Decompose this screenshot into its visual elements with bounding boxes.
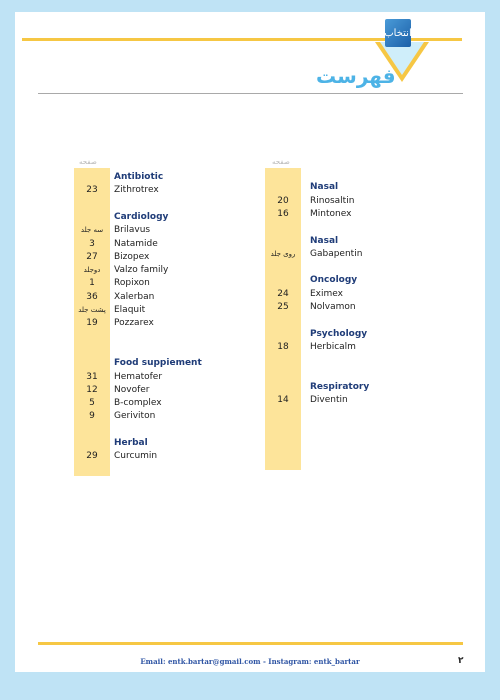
product-entry[interactable]: Brilavus <box>114 225 151 236</box>
left-column-header: صفحه <box>79 158 97 166</box>
category-heading: Respiratory <box>310 381 370 392</box>
page-reference: دوجلد <box>83 266 101 275</box>
product-entry[interactable]: Bizopex <box>114 251 150 262</box>
category-heading: Oncology <box>310 275 358 286</box>
page-reference: 16 <box>277 208 289 219</box>
product-entry[interactable]: Mintonex <box>310 208 352 219</box>
page-reference: روی جلد <box>270 249 296 258</box>
product-entry[interactable]: Pozzarex <box>114 318 154 329</box>
footer-rule <box>38 642 463 645</box>
page-reference: 25 <box>277 302 289 312</box>
page-reference: 19 <box>86 318 98 329</box>
page-reference: 27 <box>86 251 98 262</box>
page-reference: 18 <box>277 341 289 352</box>
page-reference: 20 <box>277 195 289 206</box>
product-entry[interactable]: Natamide <box>114 238 158 249</box>
product-entry[interactable]: Zithrotrex <box>114 185 159 196</box>
product-entry[interactable]: Ropixon <box>114 278 150 289</box>
category-heading: Cardiology <box>114 211 169 222</box>
title-divider <box>38 93 463 94</box>
page-reference: 3 <box>89 238 95 249</box>
product-entry[interactable]: Elaquit <box>114 305 146 315</box>
category-heading: Antibiotic <box>114 172 164 182</box>
product-entry[interactable]: Herbicalm <box>310 341 356 352</box>
page-reference: 12 <box>86 384 98 395</box>
product-entry[interactable]: Hematofer <box>114 371 163 382</box>
category-heading: Food suppiement <box>114 358 202 369</box>
product-entry[interactable]: Novofer <box>114 384 150 395</box>
category-heading: Nasal <box>310 235 339 246</box>
page-reference: 31 <box>86 371 98 382</box>
category-heading: Herbal <box>114 438 148 448</box>
product-entry[interactable]: B-complex <box>114 398 162 409</box>
footer-contact: Email: entk.bartar@gmail.com - Instagram: entk_bartar <box>140 657 360 666</box>
brand-logo: انتخاب <box>385 19 411 47</box>
category-heading: Nasal <box>310 182 339 193</box>
product-entry[interactable]: Diventin <box>310 395 348 406</box>
category-heading: Psychology <box>310 328 368 339</box>
page-reference: 5 <box>89 398 95 409</box>
product-entry[interactable]: Gabapentin <box>310 248 363 259</box>
page-reference: سه جلد <box>80 226 104 235</box>
page-reference: 14 <box>277 395 289 406</box>
product-entry[interactable]: Curcumin <box>114 451 158 462</box>
product-entry[interactable]: Rinosaltin <box>310 195 355 206</box>
right-column-header: صفحه <box>272 158 290 166</box>
page-reference: 9 <box>89 411 95 422</box>
product-entry[interactable]: Xalerban <box>114 291 155 302</box>
page-number: ۲ <box>458 656 464 666</box>
product-entry[interactable]: Nolvamon <box>310 302 356 312</box>
page-reference: 23 <box>86 185 98 196</box>
page-reference: 1 <box>89 278 95 289</box>
page-reference: 36 <box>86 291 98 302</box>
product-entry[interactable]: Eximex <box>310 288 343 299</box>
page-reference: 24 <box>277 288 289 299</box>
product-entry[interactable]: Geriviton <box>114 411 156 422</box>
page-reference: پشت جلد <box>78 306 106 314</box>
page-title: فهرست <box>316 64 396 88</box>
product-entry[interactable]: Valzo family <box>114 265 169 276</box>
page-reference: 29 <box>86 451 98 462</box>
